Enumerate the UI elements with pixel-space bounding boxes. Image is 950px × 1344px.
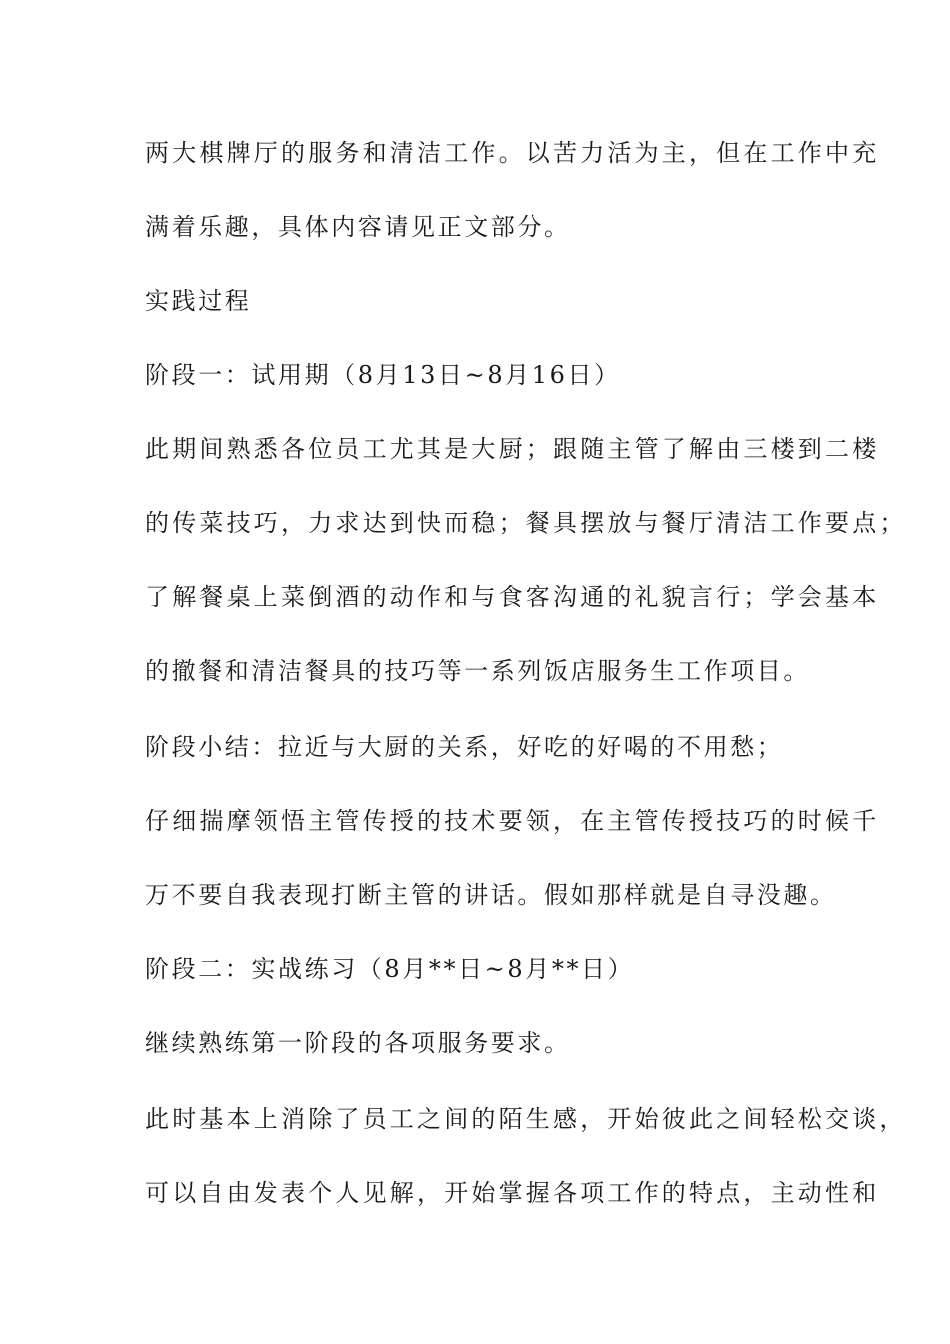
paragraph-line: 的传菜技巧，力求达到快而稳；餐具摆放与餐厅清洁工作要点； (145, 509, 907, 537)
paragraph-line: 了解餐桌上菜倒酒的动作和与食客沟通的礼貌言行；学会基本 (145, 583, 880, 611)
section-heading: 实践过程 (145, 287, 252, 315)
paragraph-line: 两大棋牌厅的服务和清洁工作。以苦力活为主，但在工作中充 (145, 139, 880, 167)
paragraph-line: 的撤餐和清洁餐具的技巧等一系列饭店服务生工作项目。 (145, 657, 810, 685)
paragraph-line: 满着乐趣，具体内容请见正文部分。 (145, 213, 571, 241)
paragraph-line: 此期间熟悉各位员工尤其是大厨；跟随主管了解由三楼到二楼 (145, 435, 880, 463)
stage-heading: 阶段一：试用期（8月13日~8月16日） (145, 361, 621, 389)
stage-heading: 阶段二：实战练习（8月**日~8月**日） (145, 955, 635, 983)
paragraph-line: 此时基本上消除了员工之间的陌生感，开始彼此之间轻松交谈， (145, 1105, 907, 1133)
stage-summary: 阶段小结：拉近与大厨的关系，好吃的好喝的不用愁； (145, 733, 784, 761)
paragraph-line: 可以自由发表个人见解，开始掌握各项工作的特点，主动性和 (145, 1179, 880, 1207)
paragraph-line: 仔细揣摩领悟主管传授的技术要领，在主管传授技巧的时候千 (145, 807, 880, 835)
paragraph-line: 万不要自我表现打断主管的讲话。假如那样就是自寻没趣。 (145, 881, 837, 909)
paragraph-line: 继续熟练第一阶段的各项服务要求。 (145, 1029, 571, 1057)
